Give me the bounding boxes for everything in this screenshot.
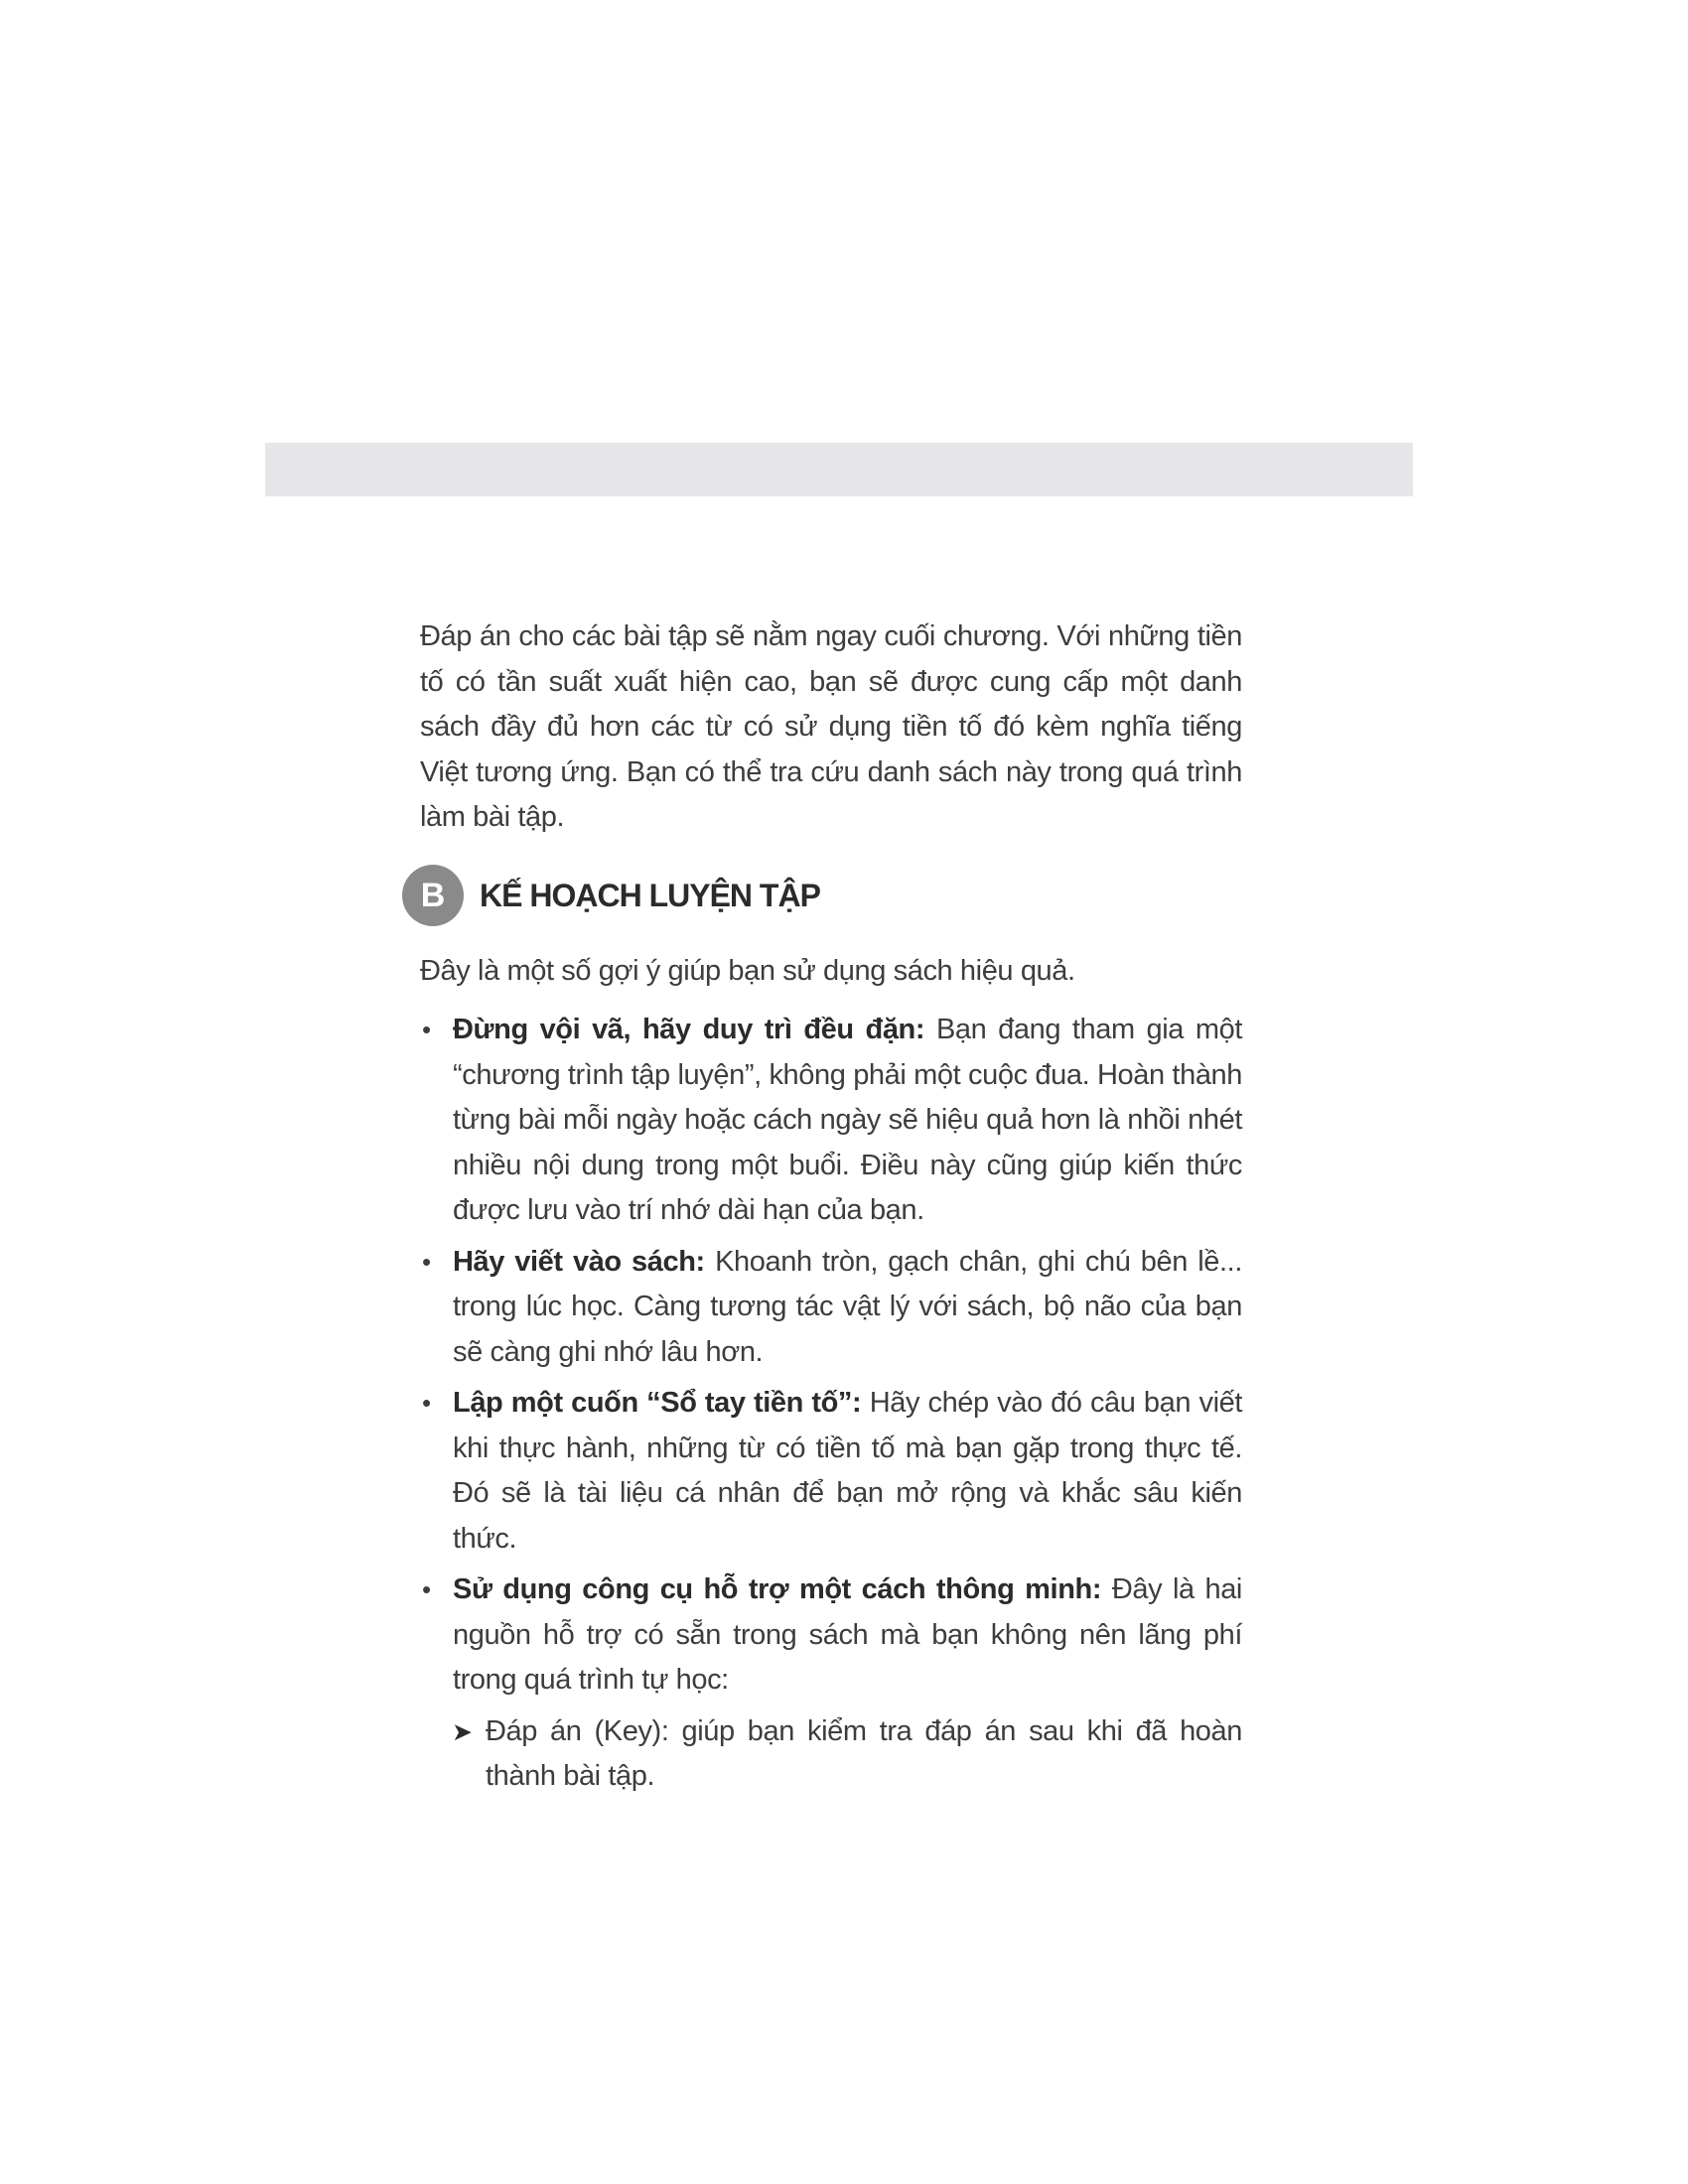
section-title: KẾ HOẠCH LUYỆN TẬP — [480, 877, 820, 913]
list-item — [420, 1381, 1242, 1562]
arrow-bullet-icon: ➤ — [452, 1717, 473, 1746]
bullet-dot-icon: • — [422, 1388, 431, 1418]
tip-text: Hãy chép vào đó câu bạn viết khi thực hành, những từ có tiền tố mà bạn gặp trong thực tế. Đó sẽ là tài liệu cá nhân để bạn mở rộng và khắc sâu kiến thức. — [453, 1387, 1242, 1555]
answers-info-paragraph: Đáp án cho các bài tập sẽ nằm ngay cuối chương. Với những tiền tố có tần suất xuất hiện cao, bạn sẽ được cung cấp một danh sách đầy đủ hơn các từ có sử dụng tiền tố đó kèm nghĩa tiếng Việt tương ứng. Bạn có thể tra cứu danh sách này trong quá trình làm bài tập. — [420, 620, 1242, 833]
list-item — [420, 1568, 1242, 1704]
tip-lead: Sử dụng công cụ hỗ trợ một cách thông minh: — [453, 1573, 1102, 1605]
sub-tip-text: Đáp án (Key): giúp bạn kiểm tra đáp án sau khi đã hoàn thành bài tập. — [486, 1714, 1242, 1792]
tip-text: Đây là hai nguồn hỗ trợ có sẵn trong sách mà bạn không nên lãng phí trong quá trình tự học: — [453, 1573, 1242, 1696]
sub-list-item — [452, 1709, 1242, 1800]
tip-text: Bạn đang tham gia một “chương trình tập luyện”, không phải một cuộc đua. Hoàn thành từng bài mỗi ngày hoặc cách ngày sẽ hiệu quả hơn là nhồi nhét nhiều nội dung trong một buổi. Điều này cũng giúp kiến thức được lưu vào trí nhớ dài hạn của bạn. — [453, 1014, 1242, 1226]
tip-lead: Đừng vội vã, hãy duy trì đều đặn: — [453, 1014, 925, 1045]
section-badge: B — [402, 865, 464, 926]
tip-lead: Lập một cuốn “Sổ tay tiền tố”: — [453, 1387, 862, 1419]
tip-text: Khoanh tròn, gạch chân, ghi chú bên lề... trong lúc học. Càng tương tác vật lý với sách, bộ não của bạn sẽ càng ghi nhớ lâu hơn. — [453, 1245, 1242, 1368]
tip-lead: Hãy viết vào sách: — [453, 1245, 705, 1278]
list-item — [420, 1240, 1242, 1376]
section-intro: Đây là một số gợi ý giúp bạn sử dụng sách hiệu quả. — [420, 955, 1075, 987]
bullet-dot-icon: • — [422, 1574, 431, 1604]
bullet-dot-icon: • — [422, 1246, 431, 1277]
study-tips-list — [420, 1008, 1242, 1800]
section-header — [402, 865, 820, 926]
chapter-header-bar — [265, 443, 1413, 496]
list-item — [420, 1008, 1242, 1234]
bullet-dot-icon: • — [422, 1015, 431, 1044]
